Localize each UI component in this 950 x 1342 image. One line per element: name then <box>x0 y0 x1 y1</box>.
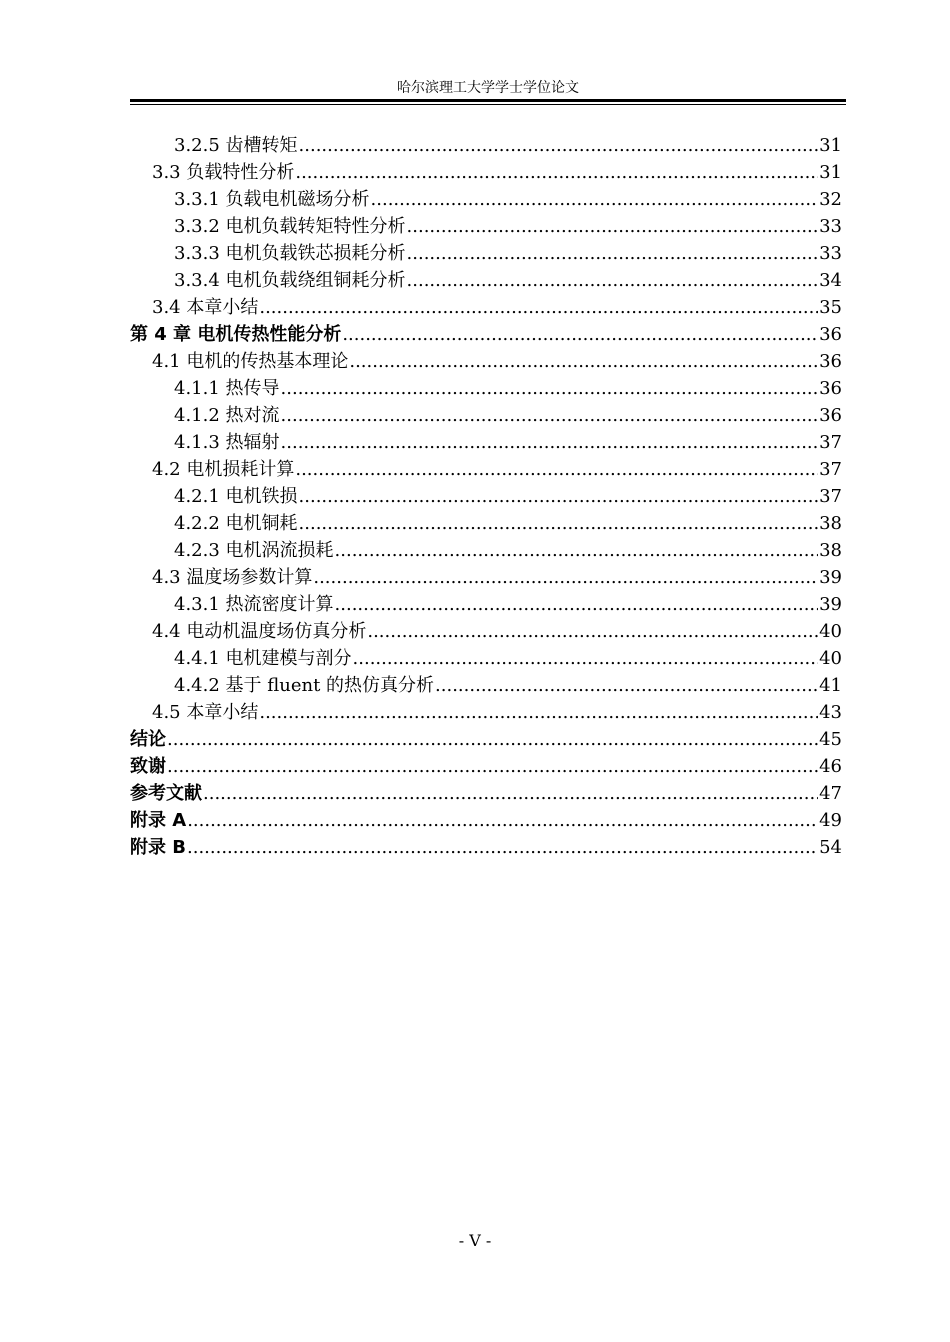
toc-dot-leader <box>299 483 819 510</box>
toc-entry[interactable] <box>130 834 842 861</box>
table-of-contents <box>130 132 842 861</box>
toc-entry-page: 45 <box>819 729 842 750</box>
toc-entry[interactable] <box>130 402 842 429</box>
toc-dot-leader <box>335 591 819 618</box>
toc-entry-title: 结论 <box>130 729 166 750</box>
toc-entry-page: 37 <box>819 432 842 453</box>
toc-entry-title: 4.2.2 电机铜耗 <box>174 513 298 534</box>
toc-dot-leader <box>342 321 818 348</box>
toc-entry-title: 第 4 章 电机传热性能分析 <box>130 324 342 345</box>
toc-dot-leader <box>407 213 819 240</box>
toc-entry-page: 41 <box>819 675 842 696</box>
toc-entry-title: 3.3.2 电机负载转矩特性分析 <box>174 216 406 237</box>
toc-entry[interactable] <box>130 537 842 564</box>
toc-entry-page: 31 <box>819 162 842 183</box>
toc-entry-title: 3.4 本章小结 <box>152 297 259 318</box>
toc-entry-page: 36 <box>819 324 842 345</box>
toc-dot-leader <box>371 186 819 213</box>
toc-dot-leader <box>167 726 818 753</box>
toc-entry-page: 38 <box>819 513 842 534</box>
toc-entry-page: 46 <box>819 756 842 777</box>
toc-entry-page: 36 <box>819 378 842 399</box>
header-rule-thin <box>130 104 846 105</box>
toc-entry-page: 54 <box>819 837 842 858</box>
toc-entry-page: 37 <box>819 486 842 507</box>
toc-dot-leader <box>295 456 818 483</box>
toc-dot-leader <box>187 834 818 861</box>
toc-entry[interactable] <box>130 807 842 834</box>
toc-entry[interactable] <box>130 618 842 645</box>
toc-entry-page: 43 <box>819 702 842 723</box>
toc-entry-page: 35 <box>819 297 842 318</box>
toc-entry[interactable] <box>130 321 842 348</box>
toc-dot-leader <box>435 672 818 699</box>
toc-entry[interactable] <box>130 267 842 294</box>
toc-entry-title: 4.2 电机损耗计算 <box>152 459 295 480</box>
toc-entry-page: 36 <box>819 405 842 426</box>
toc-entry-page: 32 <box>819 189 842 210</box>
toc-entry-page: 36 <box>819 351 842 372</box>
running-header: 哈尔滨理工大学学士学位论文 <box>397 80 579 96</box>
toc-entry-title: 3.3 负载特性分析 <box>152 162 295 183</box>
toc-entry-title: 3.3.4 电机负载绕组铜耗分析 <box>174 270 406 291</box>
toc-entry-title: 3.2.5 齿槽转矩 <box>174 135 298 156</box>
toc-entry-title: 3.3.3 电机负载铁芯损耗分析 <box>174 243 406 264</box>
toc-entry[interactable] <box>130 726 842 753</box>
toc-entry-page: 31 <box>819 135 842 156</box>
toc-entry-title: 4.2.3 电机涡流损耗 <box>174 540 334 561</box>
toc-entry-title: 4.1.1 热传导 <box>174 378 280 399</box>
toc-entry-title: 4.5 本章小结 <box>152 702 259 723</box>
toc-entry[interactable] <box>130 780 842 807</box>
toc-entry-page: 49 <box>819 810 842 831</box>
toc-entry-page: 33 <box>819 216 842 237</box>
toc-entry-page: 40 <box>819 621 842 642</box>
toc-entry-page: 39 <box>819 567 842 588</box>
toc-dot-leader <box>407 240 819 267</box>
toc-dot-leader <box>259 699 818 726</box>
toc-dot-leader <box>187 807 818 834</box>
toc-dot-leader <box>299 132 819 159</box>
toc-entry-page: 40 <box>819 648 842 669</box>
toc-entry-title: 4.4 电动机温度场仿真分析 <box>152 621 367 642</box>
toc-dot-leader <box>349 348 818 375</box>
toc-dot-leader <box>353 645 819 672</box>
toc-entry[interactable] <box>130 699 842 726</box>
toc-dot-leader <box>259 294 818 321</box>
toc-entry-page: 37 <box>819 459 842 480</box>
toc-dot-leader <box>367 618 818 645</box>
toc-entry-title: 4.1 电机的传热基本理论 <box>152 351 349 372</box>
toc-dot-leader <box>295 159 818 186</box>
toc-entry[interactable] <box>130 483 842 510</box>
toc-entry[interactable] <box>130 753 842 780</box>
toc-entry-page: 33 <box>819 243 842 264</box>
toc-entry[interactable] <box>130 375 842 402</box>
toc-entry[interactable] <box>130 564 842 591</box>
toc-dot-leader <box>281 375 819 402</box>
toc-entry[interactable] <box>130 348 842 375</box>
toc-entry-title: 附录 A <box>130 810 187 831</box>
toc-entry-title: 3.3.1 负载电机磁场分析 <box>174 189 370 210</box>
toc-dot-leader <box>313 564 818 591</box>
toc-dot-leader <box>281 402 819 429</box>
toc-entry-page: 34 <box>819 270 842 291</box>
toc-entry[interactable] <box>130 132 842 159</box>
toc-entry-title: 4.3 温度场参数计算 <box>152 567 313 588</box>
toc-entry[interactable] <box>130 510 842 537</box>
toc-entry[interactable] <box>130 294 842 321</box>
toc-entry[interactable] <box>130 645 842 672</box>
toc-entry[interactable] <box>130 429 842 456</box>
toc-entry-title: 4.1.2 热对流 <box>174 405 280 426</box>
toc-entry-page: 38 <box>819 540 842 561</box>
toc-entry-page: 39 <box>819 594 842 615</box>
toc-entry-title: 4.4.1 电机建模与剖分 <box>174 648 352 669</box>
toc-entry-title: 4.2.1 电机铁损 <box>174 486 298 507</box>
toc-entry-title: 附录 B <box>130 837 186 858</box>
toc-entry-title: 参考文献 <box>130 783 202 804</box>
toc-entry[interactable] <box>130 456 842 483</box>
toc-dot-leader <box>203 780 818 807</box>
toc-entry[interactable] <box>130 672 842 699</box>
toc-dot-leader <box>281 429 819 456</box>
page-number: - V - <box>458 1231 492 1250</box>
toc-entry-title: 4.3.1 热流密度计算 <box>174 594 334 615</box>
toc-entry-title: 4.1.3 热辐射 <box>174 432 280 453</box>
toc-entry[interactable] <box>130 213 842 240</box>
toc-dot-leader <box>407 267 819 294</box>
toc-entry-page: 47 <box>819 783 842 804</box>
toc-dot-leader <box>167 753 818 780</box>
toc-dot-leader <box>335 537 819 564</box>
toc-entry[interactable] <box>130 159 842 186</box>
toc-entry[interactable] <box>130 240 842 267</box>
toc-dot-leader <box>299 510 819 537</box>
header-rule-thick <box>130 99 846 102</box>
toc-entry[interactable] <box>130 186 842 213</box>
toc-entry[interactable] <box>130 591 842 618</box>
toc-entry-title: 4.4.2 基于 fluent 的热仿真分析 <box>174 675 435 696</box>
toc-entry-title: 致谢 <box>130 756 166 777</box>
